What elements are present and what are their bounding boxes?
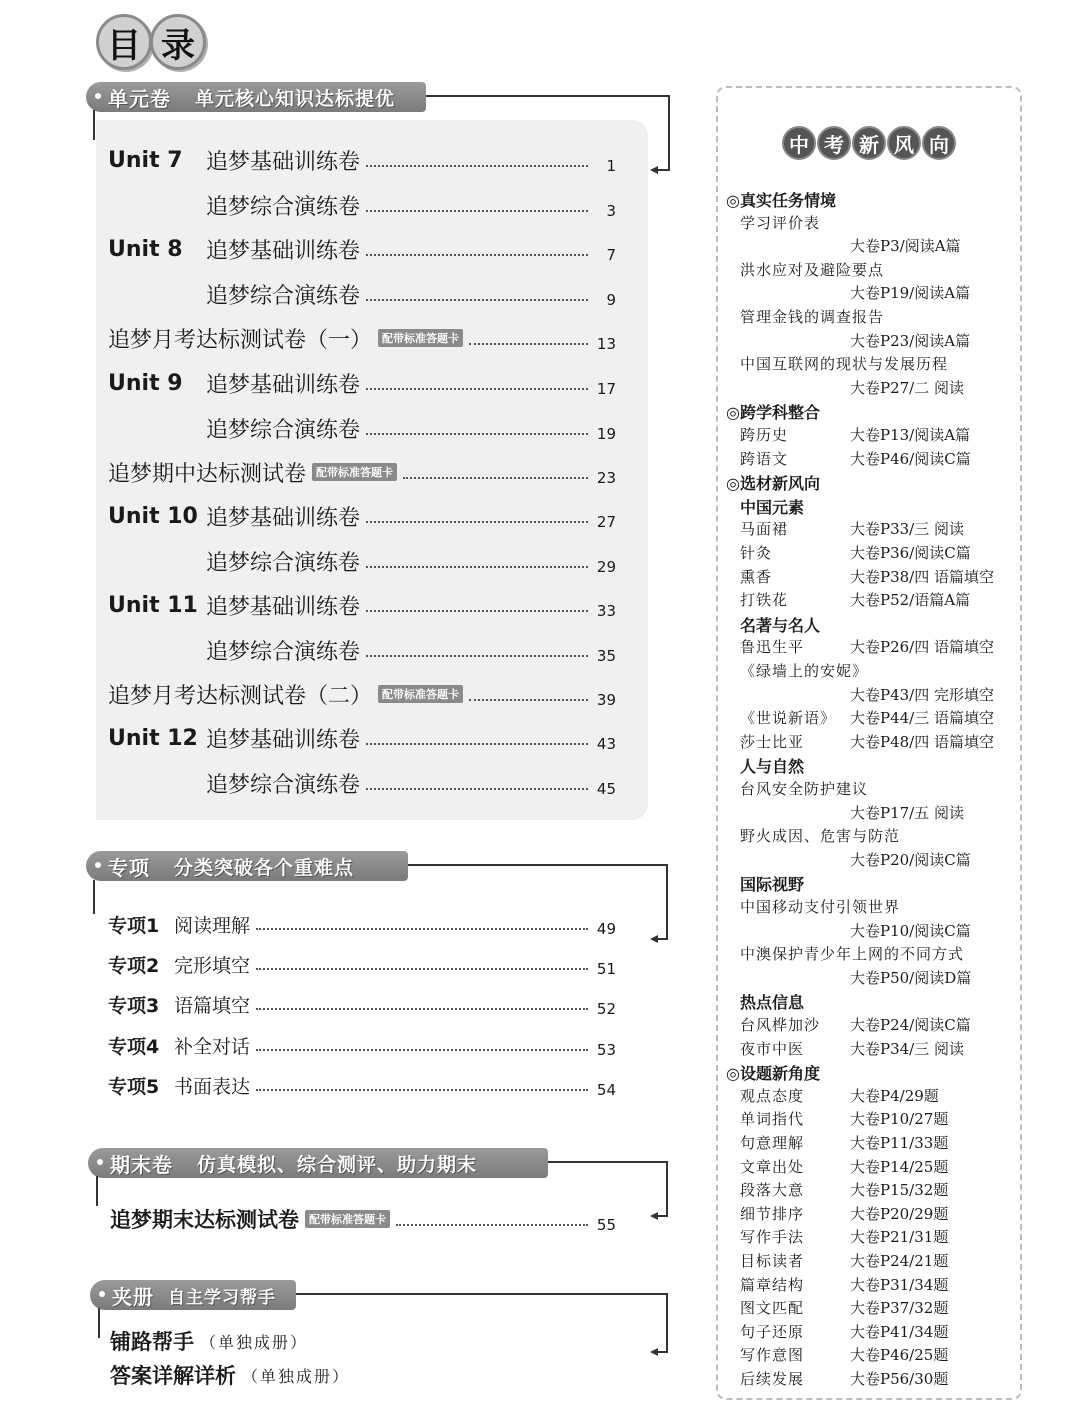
subcategory-heading: 名著与名人 xyxy=(740,616,821,635)
toc-row[interactable] xyxy=(108,679,616,709)
connector-line xyxy=(96,1176,98,1206)
topic-item: 台风安全防护建议 xyxy=(740,780,869,798)
topic-item: 观点态度 xyxy=(740,1087,805,1105)
source-reference: 大卷P52/语篇A篇 xyxy=(850,591,971,609)
exam-title: 追梦月考达标测试卷（一） xyxy=(108,327,373,353)
source-reference: 大卷P11/33题 xyxy=(850,1134,949,1152)
topic-item: 图文匹配 xyxy=(740,1299,805,1317)
leader-dots xyxy=(366,433,588,435)
category-heading: ◎真实任务情境 xyxy=(726,191,836,210)
connector-line xyxy=(666,1293,668,1353)
special-toc-row[interactable] xyxy=(108,1031,616,1059)
topic-item: 台风桦加沙 xyxy=(740,1016,821,1034)
source-reference: 大卷P27/二 阅读 xyxy=(850,379,965,397)
source-reference: 大卷P46/阅读C篇 xyxy=(850,450,971,468)
heading-char: 中 xyxy=(782,126,816,160)
topic-item: 学习评价表 xyxy=(740,214,821,232)
exam-title: 追梦期中达标测试卷 xyxy=(108,461,307,487)
connector-line xyxy=(426,95,670,97)
page-number: 51 xyxy=(596,960,616,978)
leader-dots xyxy=(396,1224,588,1226)
connector-line xyxy=(93,880,95,914)
topic-item: 打铁花 xyxy=(740,591,789,609)
special-toc-row[interactable] xyxy=(108,1071,616,1099)
special-title: 阅读理解 xyxy=(174,914,251,937)
source-reference: 大卷P24/21题 xyxy=(850,1252,949,1270)
topic-item: 写作意图 xyxy=(740,1346,805,1364)
page-number: 17 xyxy=(596,380,616,398)
topic-item: 句意理解 xyxy=(740,1134,805,1152)
topic-item: 中国移动支付引领世界 xyxy=(740,898,901,916)
source-reference: 大卷P33/三 阅读 xyxy=(850,520,965,538)
special-label: 专项2 xyxy=(108,954,160,977)
topic-item: 单词指代 xyxy=(740,1110,805,1128)
heading-char: 新 xyxy=(852,126,886,160)
topic-item: 中澳保护青少年上网的不同方式 xyxy=(740,945,965,963)
toc-row[interactable] xyxy=(108,590,616,620)
toc-row[interactable] xyxy=(108,768,616,798)
source-reference: 大卷P20/29题 xyxy=(850,1205,949,1223)
source-reference: 大卷P10/27题 xyxy=(850,1110,949,1128)
arrow-left-icon xyxy=(650,1348,658,1356)
leader-dots xyxy=(366,299,588,301)
unit-label: Unit 8 xyxy=(108,236,183,262)
category-heading: ◎选材新风向 xyxy=(726,474,820,493)
source-reference: 大卷P50/阅读D篇 xyxy=(850,969,972,987)
bullet-icon xyxy=(99,1291,105,1297)
leader-dots xyxy=(366,521,588,523)
connector-line xyxy=(408,864,668,866)
exam-title: 追梦基础训练卷 xyxy=(206,149,361,175)
section-name: 单元卷 xyxy=(108,86,171,111)
special-label: 专项3 xyxy=(108,994,160,1017)
toc-row[interactable] xyxy=(108,234,616,264)
exam-title: 追梦综合演练卷 xyxy=(206,417,361,443)
arrow-left-icon xyxy=(650,166,658,174)
extra-item[interactable] xyxy=(110,1360,350,1390)
exam-title: 追梦基础训练卷 xyxy=(206,727,361,753)
page-number: 53 xyxy=(596,1041,616,1059)
subcategory-heading: 中国元素 xyxy=(740,498,805,517)
source-reference: 大卷P4/29题 xyxy=(850,1087,939,1105)
toc-row[interactable] xyxy=(108,413,616,443)
connector-line xyxy=(296,1293,668,1295)
page-number: 33 xyxy=(596,602,616,620)
toc-row[interactable] xyxy=(108,368,616,398)
answer-card-badge: 配带标准答题卡 xyxy=(312,463,397,481)
category-heading: ◎设题新角度 xyxy=(726,1064,820,1083)
toc-row[interactable] xyxy=(108,323,616,353)
topic-item: 跨语文 xyxy=(740,450,789,468)
subcategory-heading: 国际视野 xyxy=(740,875,805,894)
section-name: 期末卷 xyxy=(110,1152,173,1177)
topic-item: 熏香 xyxy=(740,568,773,586)
source-reference: 大卷P31/34题 xyxy=(850,1276,949,1294)
connector-line xyxy=(656,169,670,171)
heading-char: 向 xyxy=(922,126,956,160)
source-reference: 大卷P21/31题 xyxy=(850,1228,949,1246)
heading-char: 考 xyxy=(817,126,851,160)
leader-dots xyxy=(256,1008,588,1010)
section-special-header xyxy=(86,851,408,881)
leader-dots xyxy=(366,210,588,212)
toc-row[interactable] xyxy=(108,546,616,576)
leader-dots xyxy=(366,566,588,568)
final-toc-row[interactable] xyxy=(110,1204,616,1234)
special-title: 语篇填空 xyxy=(174,994,251,1017)
source-reference: 大卷P43/四 完形填空 xyxy=(850,686,995,704)
page-number: 55 xyxy=(596,1216,616,1234)
topic-item: 句子还原 xyxy=(740,1323,805,1341)
leader-dots xyxy=(469,343,588,345)
source-reference: 大卷P17/五 阅读 xyxy=(850,804,965,822)
exam-title: 追梦基础训练卷 xyxy=(206,238,361,264)
section-subtitle: 分类突破各个重难点 xyxy=(174,856,355,879)
leader-dots xyxy=(256,1089,588,1091)
unit-label: Unit 10 xyxy=(108,503,198,529)
toc-row[interactable] xyxy=(108,501,616,531)
topic-item: 莎士比亚 xyxy=(740,733,805,751)
new-trend-heading xyxy=(782,126,957,160)
category-heading: ◎跨学科整合 xyxy=(726,403,820,422)
section-subtitle: 单元核心知识达标提优 xyxy=(195,87,396,110)
page-number: 7 xyxy=(606,246,616,264)
page-number: 45 xyxy=(596,780,616,798)
leader-dots xyxy=(366,743,588,745)
page-number: 1 xyxy=(606,157,616,175)
source-reference: 大卷P26/四 语篇填空 xyxy=(850,638,995,656)
title-char-1: 目 xyxy=(96,14,152,70)
page-number: 29 xyxy=(596,558,616,576)
leader-dots xyxy=(366,388,588,390)
topic-item: 野火成因、危害与防范 xyxy=(740,827,901,845)
leader-dots xyxy=(403,477,588,479)
source-reference: 大卷P10/阅读C篇 xyxy=(850,922,971,940)
topic-item: 针灸 xyxy=(740,544,773,562)
page-number: 52 xyxy=(596,1000,616,1018)
toc-row[interactable] xyxy=(108,190,616,220)
leader-dots xyxy=(366,165,588,167)
title-char-2: 录 xyxy=(150,14,206,70)
topic-item: 文章出处 xyxy=(740,1158,805,1176)
source-reference: 大卷P3/阅读A篇 xyxy=(850,237,961,255)
source-reference: 大卷P19/阅读A篇 xyxy=(850,284,971,302)
toc-row[interactable] xyxy=(108,635,616,665)
page-number: 19 xyxy=(596,425,616,443)
topic-item: 管理金钱的调查报告 xyxy=(740,308,885,326)
toc-row[interactable] xyxy=(108,457,616,487)
section-extra-header xyxy=(90,1280,296,1310)
source-reference: 大卷P48/四 语篇填空 xyxy=(850,733,995,751)
exam-title: 追梦基础训练卷 xyxy=(206,594,361,620)
section-final-header xyxy=(88,1148,548,1178)
subcategory-heading: 人与自然 xyxy=(740,757,805,776)
toc-row[interactable] xyxy=(108,145,616,175)
leader-dots xyxy=(256,1049,588,1051)
extra-item[interactable] xyxy=(110,1326,308,1356)
topic-item: 细节排序 xyxy=(740,1205,805,1223)
topic-item: 夜市中医 xyxy=(740,1040,805,1058)
source-reference: 大卷P36/阅读C篇 xyxy=(850,544,971,562)
leader-dots xyxy=(366,610,588,612)
topic-item: 写作手法 xyxy=(740,1228,805,1246)
source-reference: 大卷P20/阅读C篇 xyxy=(850,851,971,869)
connector-line xyxy=(666,1161,668,1217)
exam-title: 追梦综合演练卷 xyxy=(206,639,361,665)
source-reference: 大卷P24/阅读C篇 xyxy=(850,1016,971,1034)
exam-title: 追梦综合演练卷 xyxy=(206,772,361,798)
connector-line xyxy=(548,1161,668,1163)
connector-line xyxy=(668,95,670,171)
answer-card-badge: 配带标准答题卡 xyxy=(378,685,463,703)
extra-note: （单独成册） xyxy=(200,1332,309,1352)
bullet-icon xyxy=(95,93,101,99)
answer-card-badge: 配带标准答题卡 xyxy=(305,1210,390,1228)
exam-title: 追梦月考达标测试卷（二） xyxy=(108,683,373,709)
source-reference: 大卷P44/三 语篇填空 xyxy=(850,709,995,727)
unit-label: Unit 9 xyxy=(108,370,183,396)
extra-title: 铺路帮手 xyxy=(110,1330,194,1354)
connector-line xyxy=(98,1308,100,1338)
page-number: 23 xyxy=(596,469,616,487)
special-label: 专项1 xyxy=(108,914,160,937)
topic-item: 中国互联网的现状与发展历程 xyxy=(740,355,949,373)
page-number: 27 xyxy=(596,513,616,531)
topic-item: 段落大意 xyxy=(740,1181,805,1199)
page-number: 3 xyxy=(606,202,616,220)
leader-dots xyxy=(366,788,588,790)
source-reference: 大卷P34/三 阅读 xyxy=(850,1040,965,1058)
source-reference: 大卷P15/32题 xyxy=(850,1181,949,1199)
exam-title: 追梦基础训练卷 xyxy=(206,372,361,398)
source-reference: 大卷P46/25题 xyxy=(850,1346,949,1364)
toc-row[interactable] xyxy=(108,279,616,309)
special-toc-row[interactable] xyxy=(108,990,616,1018)
leader-dots xyxy=(366,254,588,256)
section-name: 夹册 xyxy=(112,1284,154,1309)
unit-label: Unit 12 xyxy=(108,725,198,751)
source-reference: 大卷P14/25题 xyxy=(850,1158,949,1176)
exam-title: 追梦综合演练卷 xyxy=(206,550,361,576)
exam-title: 追梦综合演练卷 xyxy=(206,283,361,309)
special-toc-row[interactable] xyxy=(108,910,616,938)
topic-item: 目标读者 xyxy=(740,1252,805,1270)
toc-row[interactable] xyxy=(108,723,616,753)
source-reference: 大卷P41/34题 xyxy=(850,1323,949,1341)
topic-item: 篇章结构 xyxy=(740,1276,805,1294)
topic-item: 后续发展 xyxy=(740,1370,805,1388)
connector-line xyxy=(93,110,95,140)
bullet-icon xyxy=(95,862,101,868)
leader-dots xyxy=(256,928,588,930)
source-reference: 大卷P13/阅读A篇 xyxy=(850,426,971,444)
subcategory-heading: 热点信息 xyxy=(740,993,805,1012)
page-number: 13 xyxy=(596,335,616,353)
topic-item: 《世说新语》 xyxy=(740,709,837,727)
source-reference: 大卷P38/四 语篇填空 xyxy=(850,568,995,586)
page-number: 54 xyxy=(596,1081,616,1099)
topic-item: 跨历史 xyxy=(740,426,789,444)
source-reference: 大卷P37/32题 xyxy=(850,1299,949,1317)
page-number: 9 xyxy=(606,291,616,309)
bullet-icon xyxy=(97,1159,103,1165)
leader-dots xyxy=(366,655,588,657)
extra-note: （单独成册） xyxy=(242,1366,351,1386)
section-name: 专项 xyxy=(108,855,150,880)
unit-label: Unit 11 xyxy=(108,592,198,618)
page-number: 49 xyxy=(596,920,616,938)
page-number: 43 xyxy=(596,735,616,753)
special-title: 完形填空 xyxy=(174,954,251,977)
leader-dots xyxy=(256,968,588,970)
topic-item: 鲁迅生平 xyxy=(740,638,805,656)
exam-title: 追梦综合演练卷 xyxy=(206,194,361,220)
exam-title: 追梦基础训练卷 xyxy=(206,505,361,531)
special-title: 书面表达 xyxy=(174,1075,251,1098)
special-toc-row[interactable] xyxy=(108,950,616,978)
answer-card-badge: 配带标准答题卡 xyxy=(378,329,463,347)
leader-dots xyxy=(469,699,588,701)
special-label: 专项5 xyxy=(108,1075,160,1098)
section-subtitle: 自主学习帮手 xyxy=(168,1287,276,1308)
arrow-left-icon xyxy=(650,935,658,943)
topic-item: 洪水应对及避险要点 xyxy=(740,261,885,279)
unit-label: Unit 7 xyxy=(108,147,183,173)
extra-title: 答案详解详析 xyxy=(110,1364,236,1388)
topic-item: 马面裙 xyxy=(740,520,789,538)
special-label: 专项4 xyxy=(108,1035,160,1058)
section-unit-header xyxy=(86,82,426,112)
page-number: 39 xyxy=(596,691,616,709)
final-exam-title: 追梦期末达标测试卷 xyxy=(110,1208,299,1232)
source-reference: 大卷P23/阅读A篇 xyxy=(850,332,971,350)
arrow-left-icon xyxy=(650,1212,658,1220)
topic-item: 《绿墙上的安妮》 xyxy=(740,662,869,680)
source-reference: 大卷P56/30题 xyxy=(850,1370,949,1388)
heading-char: 风 xyxy=(887,126,921,160)
section-subtitle: 仿真模拟、综合测评、助力期末 xyxy=(197,1153,478,1176)
page-number: 35 xyxy=(596,647,616,665)
connector-line xyxy=(666,864,668,940)
special-title: 补全对话 xyxy=(174,1035,251,1058)
